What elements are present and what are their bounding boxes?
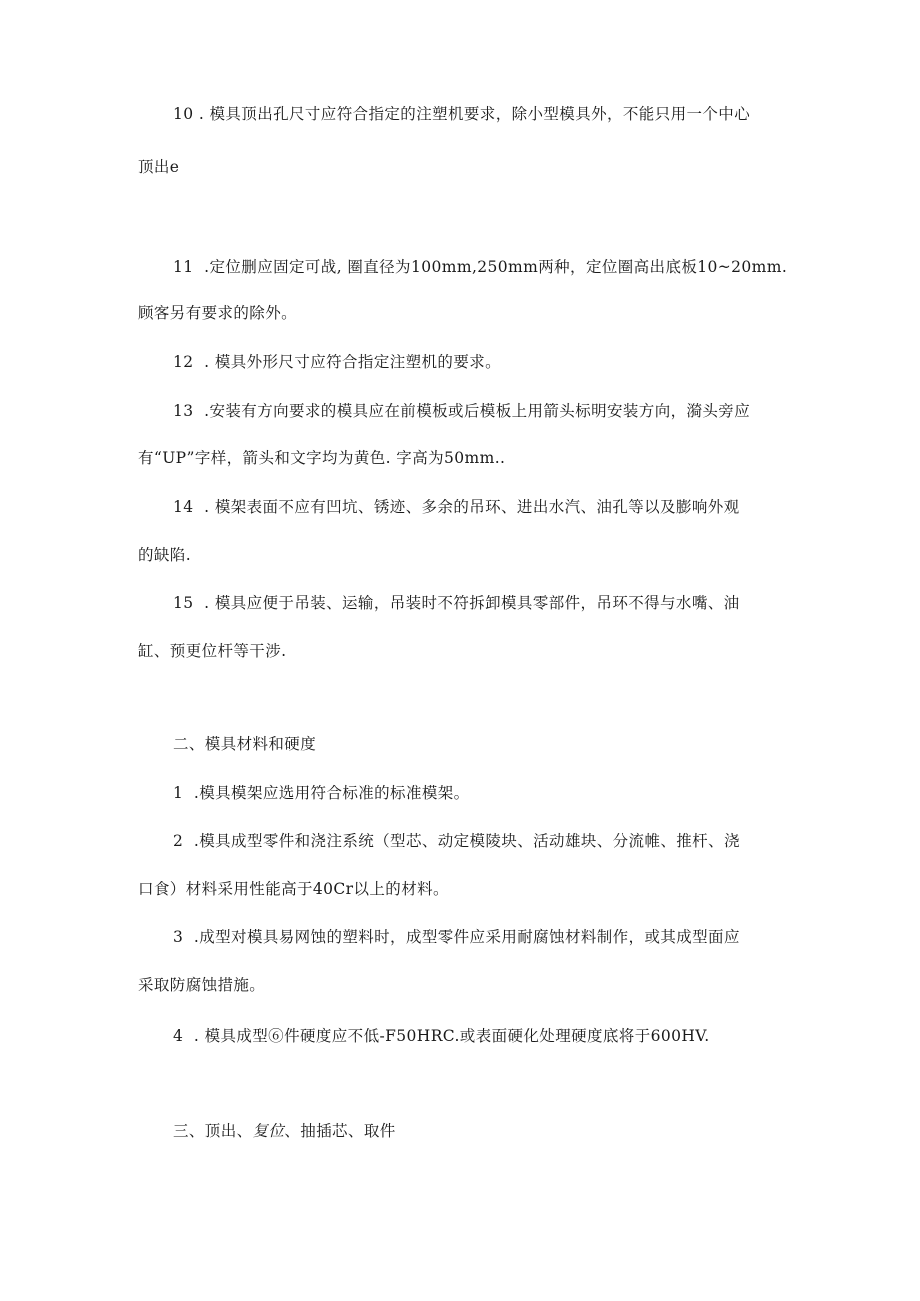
sec2-item-1-line1: 1 .模具模架应选用符合标准的标准模架。 bbox=[173, 784, 470, 802]
sec2-item-4-line1: 4 . 模具成型⑥件硬度应不低-F50HRC.或表面硬化处理硬度底将于600HV. bbox=[173, 1027, 710, 1045]
sec2-item-2-line2: 口食）材料采用性能高于40Cr以上的材料。 bbox=[138, 880, 449, 898]
sec2-item-3-line1: 3 .成型对模具易网蚀的塑料时，成型零件应采用耐腐蚀材料制作，或其成型面应 bbox=[173, 928, 740, 946]
item-10-line2: 顶出e bbox=[138, 158, 180, 176]
item-14-line2: 的缺陷. bbox=[138, 546, 192, 564]
item-12-line1: 12 . 模具外形尺寸应符合指定注塑机的要求。 bbox=[173, 353, 502, 371]
item-10-line1: 10 . 模具顶出孔尺寸应符合指定的注塑机要求，除小型模具外，不能只用一个中心 bbox=[173, 105, 751, 123]
section-3-heading-part-b: 复位 bbox=[252, 1122, 285, 1140]
item-14-line1: 14 . 模架表面不应有凹坑、锈迹、多余的吊环、进出水汽、油孔等以及膨响外观 bbox=[173, 498, 740, 516]
item-11-line1: 11 .定位删应固定可战, 圈直径为100mm,250mm两种，定位圈高出底板10~20mm. bbox=[173, 258, 788, 276]
item-11-line2: 顾客另有要求的除外。 bbox=[138, 304, 298, 322]
item-15-line2: 缸、预更位杆等干涉. bbox=[138, 642, 287, 660]
section-3-heading bbox=[173, 1121, 396, 1141]
section-3-heading-part-c: 、抽插芯、取件 bbox=[284, 1122, 396, 1140]
sec2-item-2-line1: 2 .模具成型零件和浇注系统（型芯、动定模陵块、活动雄块、分流帷、推杆、浇 bbox=[173, 832, 740, 850]
item-13-line2: 有“UP”字样，箭头和文字均为黄色. 字高为50mm.. bbox=[138, 449, 506, 467]
section-3-heading-part-a: 三、顶出、 bbox=[173, 1122, 253, 1140]
sec2-item-3-line2: 采取防腐蚀措施。 bbox=[138, 976, 266, 994]
item-13-line1: 13 .安装有方向要求的模具应在前模板或后模板上用箭头标明安装方向，漪头旁应 bbox=[173, 402, 751, 420]
section-2-heading: 二、模具材料和硬度 bbox=[173, 735, 317, 753]
item-15-line1: 15 . 模具应便于吊装、运输，吊装时不符拆卸模具零部件，吊环不得与水嘴、油 bbox=[173, 594, 740, 612]
